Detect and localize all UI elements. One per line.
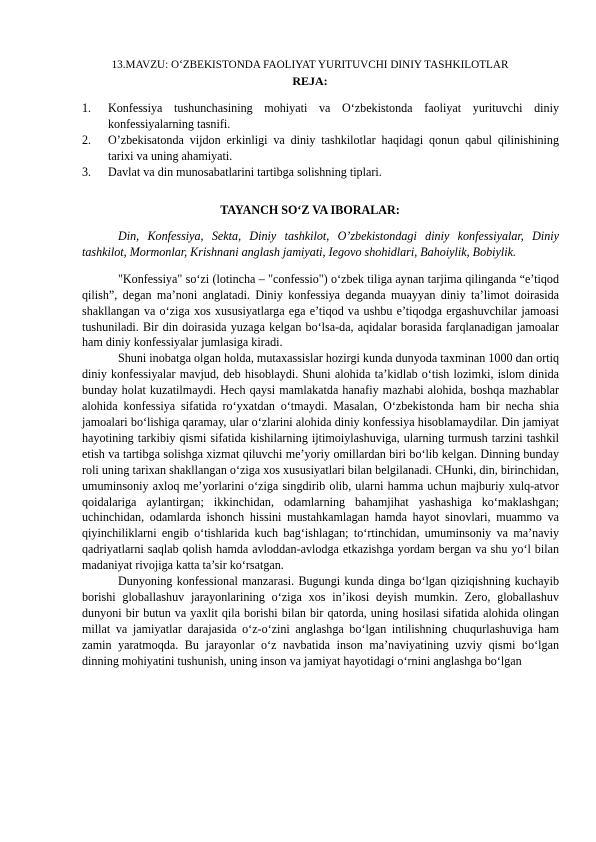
plan-list	[82, 101, 559, 181]
plan-item	[82, 133, 559, 165]
plan-item	[82, 165, 559, 181]
plan-item-text: Konfessiya tushunchasining mohiyati va O‘zbekistonda faoliyat yurituvchi diniy konfessiyalarning tasnifi.	[108, 101, 559, 131]
plan-title: REJA:	[292, 74, 328, 88]
paragraph: "Konfessiya" so‘zi (lotincha – "confessio") o‘zbek tiliga aynan tarjima qilinganda “e’tiqod qilish”, degan ma’noni anglatadi. Diniy konfessiya deganda muayyan diniy ta’limot doirasida shakllangan va o‘ziga xos xususiyatlarga ega e’tiqod va ushbu e’tiqodga ergashuvchilar jamoasi tushuniladi. Bir din doirasida yuzaga kelgan bo‘lsa-da, aqidalar borasida farqlanadigan jamoalar ham diniy konfessiyalar jumlasiga kiradi.	[82, 271, 559, 350]
paragraph: Shuni inobatga olgan holda, mutaxassislar hozirgi kunda dunyoda taxminan 1000 dan ortiq diniy konfessiyalar mavjud, deb hisoblaydi. Shuni alohida ta’kidlab o‘tish lozimki, islom dinida bunday holat kuzatilmaydi. Hech qaysi mamlakatda hanafiy mazhabi alohida, boshqa mazhablar alohida konfessiya sifatida ro‘yxatdan o‘tmaydi. Masalan, O‘zbekistonda ham bir necha shia jamoalari bo‘lishiga qaramay, ular o‘zlarini alohida diniy konfessiya hisoblamaydilar. Din jamiyat hayotining tarkibiy qismi sifatida kishilarning ijtimoiylashuviga, ularning turmush tarzini tashkil etish va tartibga solishga xizmat qiluvchi me’yoriy omillardan biri bo‘lib kelgan. Dinning bunday roli uning tarixan shakllangan o‘ziga xos xususiyatlari bilan belgilanadi. CHunki, din, birinchidan, umuminsoniy axloq me’yorlarini o‘ziga singdirib olib, ularni hamma uchun majburiy xulq-atvor qoidalariga aylantirgan; ikkinchidan, odamlarning bahamjihat yashashiga ko‘maklashgan; uchinchidan, odamlarda ishonch hissini mustahkamlagan hamda hayot sinovlari, muammo va qiyinchiliklarni engib o‘tishlarida kuch bag‘ishlagan; to‘rtinchidan, umuminsoniy va ma’naviy qadriyatlarni saqlab qolish hamda avloddan-avlodga etkazishga yordam bergan va shu yo‘l bilan madaniyat rivojiga katta ta’sir ko‘rsatgan.	[82, 351, 559, 573]
plan-item-text: O’zbekisatonda vijdon erkinligi va diniy tashkilotlar haqidagi qonun qabul qilinishining tarixi va uning ahamiyati.	[108, 132, 559, 163]
plan-item-number: 2.	[82, 132, 92, 147]
plan-item-text: Davlat va din munosabatlarini tartibga solishning tiplari.	[108, 164, 382, 179]
plan-item	[82, 101, 559, 133]
terms-title: TAYANCH SO‘Z VA IBORALAR:	[220, 203, 400, 217]
body-text	[82, 229, 559, 669]
plan-item-number: 1.	[82, 101, 92, 115]
key-terms: Din, Konfessiya, Sekta, Diniy tashkilot, O’zbekistondagi diniy konfessiyalar, Diniy tashkilot, Mormonlar, Krishnani anglash jamiyati, Iegovo shohidlari, Bahoiylik, Bobiylik.	[82, 229, 559, 259]
topic-heading: 13.MAVZU: O‘ZBEKISTONDA FAOLIYAT YURITUVCHI DINIY TASHKILOTLAR	[111, 59, 509, 71]
paragraph: Dunyoning konfessional manzarasi. Bugungi kunda dinga bo‘lgan qiziqishning kuchayib borishi globallashuv jarayonlarining o‘ziga xos in’ikosi deyish mumkin. Zero, globallashuv dunyoni bir butun va yaxlit qila borishi bilan bir qatorda, uning hosilasi sifatida alohida olingan millat va jamiyatlar darajasida o‘z-o‘zini anglashga bo‘lgan intilishning chuqurlashuviga ham zamin yaratmoqda. Bu jarayonlar o‘z navbatida inson ma’naviyatining uzviy qismi bo‘lgan dinning mohiyatini tushunish, uning inson va jamiyat hayotidagi o‘rnini anglashga bo‘lgan	[82, 574, 559, 668]
plan-item-number: 3.	[82, 164, 92, 179]
